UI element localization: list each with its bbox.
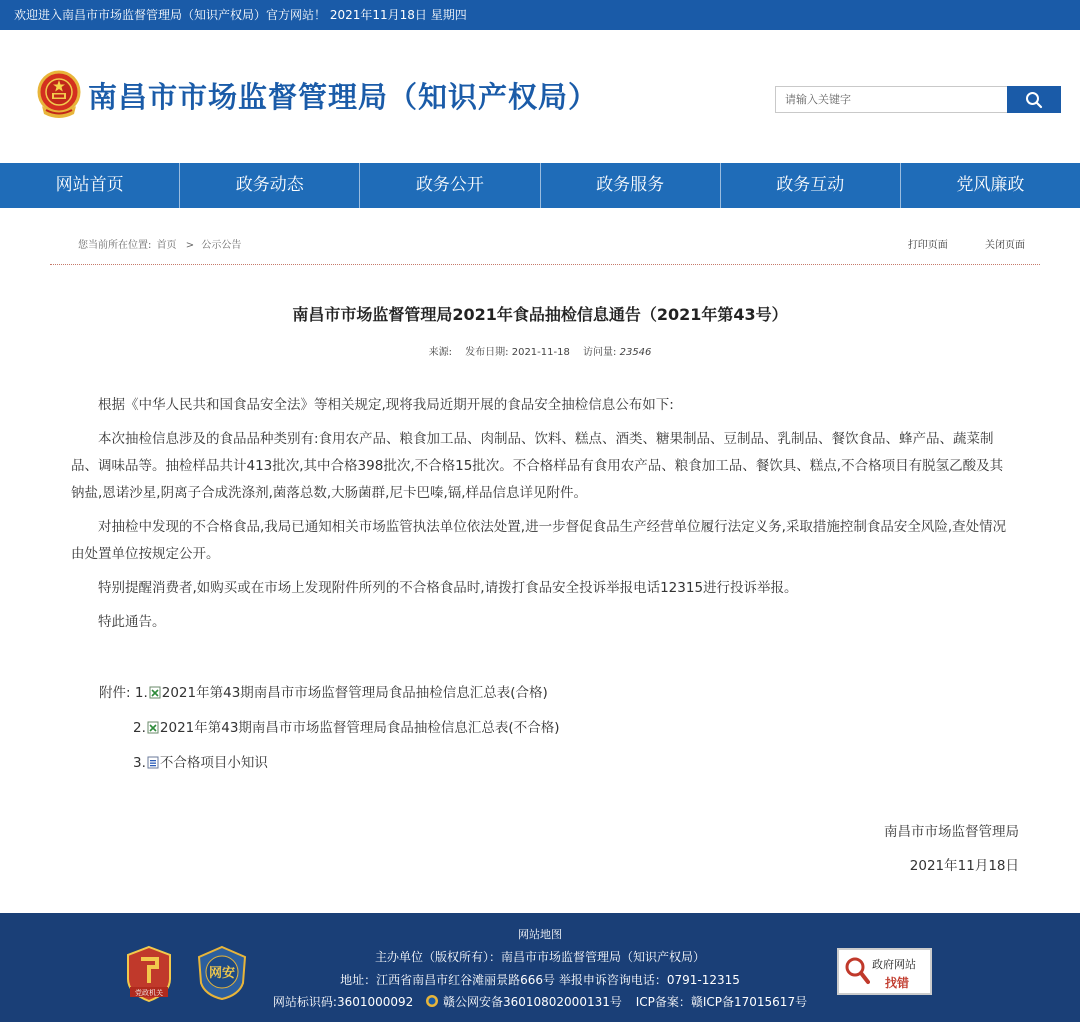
divider [50, 264, 1040, 265]
breadcrumb-prefix: 您当前所在位置: [78, 240, 152, 251]
word-file-icon [147, 756, 159, 769]
nav-item-news[interactable]: 政务动态 [180, 163, 360, 208]
close-page-link[interactable]: 关闭页面 [985, 240, 1025, 251]
police-badge-icon [425, 994, 439, 1008]
nav-item-services[interactable]: 政务服务 [541, 163, 721, 208]
attachment-number: 3. [133, 755, 146, 771]
site-header [0, 30, 1080, 163]
article-body [71, 392, 1011, 643]
site-footer [0, 913, 1080, 1022]
cyber-police-badge-icon[interactable] [195, 945, 249, 1001]
paragraph: 根据《中华人民共和国食品安全法》等相关规定,现将我局近期开展的食品安全抽检信息公布如下: [98, 397, 674, 413]
signature: 南昌市市场监督管理局 [884, 824, 1019, 840]
main-nav [0, 163, 1080, 208]
attachment-item [133, 716, 559, 736]
footer-address: 地址：江西省南昌市红谷滩丽景路666号 举报申诉咨询电话：0791-12315 [340, 973, 740, 987]
search-box [775, 86, 1061, 113]
paragraph: 对抽检中发现的不合格食品,我局已通知相关市场监管执法单位依法处置,进一步督促食品生产经营单位履行法定义务,采取措施控制食品安全风险,查处情况由处置单位按规定公开。 [71, 519, 1007, 562]
paragraph: 特别提醒消费者,如购买或在市场上发现附件所列的不合格食品时,请拨打食品安全投诉举报电话12315进行投诉举报。 [98, 580, 798, 596]
search-button[interactable] [1007, 86, 1061, 113]
excel-file-icon [149, 686, 161, 699]
site-id: 网站标识码:3601000092 [272, 995, 414, 1009]
police-record[interactable]: 赣公网安备36010802000131号 [442, 995, 622, 1009]
attachment-item [133, 751, 268, 771]
badge2-label: 网安 [208, 966, 236, 981]
article-title: 南昌市市场监督管理局2021年食品抽检信息通告（2021年第43号） [292, 305, 788, 324]
breadcrumb-home-link[interactable]: 首页 [156, 240, 177, 251]
breadcrumb-current-link[interactable]: 公示公告 [201, 240, 242, 251]
views-label: 访问量: [583, 347, 617, 358]
party-government-badge-icon[interactable] [124, 945, 174, 1003]
sitemap-link[interactable]: 网站地图 [518, 928, 562, 941]
gov-err-action: 找错 [885, 976, 910, 990]
attachment-number: 1. [134, 685, 148, 701]
article-meta [0, 343, 1080, 358]
welcome-bar [0, 0, 1080, 30]
attachments-label: 附件: [99, 685, 131, 701]
gov-site-error-report[interactable] [837, 948, 932, 995]
date-label: 发布日期: [465, 347, 509, 358]
attachment-number: 2. [133, 720, 146, 736]
badge1-label: 党政机关 [135, 989, 163, 997]
site-title: 南昌市市场监督管理局（知识产权局） [88, 80, 599, 114]
views-count: 23546 [619, 347, 652, 358]
nav-item-disclosure[interactable]: 政务公开 [360, 163, 540, 208]
attachment-item [99, 681, 548, 701]
magnifier-icon [844, 956, 870, 986]
breadcrumb [78, 236, 243, 251]
breadcrumb-separator: > [185, 240, 195, 251]
paragraph: 本次抽检信息涉及的食品品种类别有:食用农产品、粮食加工品、肉制品、饮料、糕点、酒类、糖果制品、豆制品、乳制品、餐饮食品、蜂产品、蔬菜制品、调味品等。抽检样品共计413批次,其中合格398批次,不合格15批次。不合格样品有食用农产品、粮食加工品、餐饮具、糕点,不合格项目有脱氢乙酸及其钠盐,恩诺沙星,阴离子合成洗涤剂,菌落总数,大肠菌群,尼卡巴嗪,镉,样品信息详见附件。 [71, 431, 1004, 501]
publish-date: 2021-11-18 [511, 347, 570, 358]
source-label: 来源: [428, 347, 452, 358]
print-page-link[interactable]: 打印页面 [907, 240, 948, 251]
attachment-link-unqualified[interactable]: 2021年第43期南昌市市场监督管理局食品抽检信息汇总表(不合格) [159, 720, 560, 736]
attachment-link-knowledge[interactable]: 不合格项目小知识 [159, 755, 268, 771]
search-input[interactable] [776, 87, 1007, 112]
nav-item-integrity[interactable]: 党风廉政 [956, 175, 1025, 195]
paragraph: 特此通告。 [98, 614, 166, 630]
footer-sponsor: 主办单位（版权所有）：南昌市市场监督管理局（知识产权局） [374, 950, 705, 964]
sign-date: 2021年11月18日 [909, 858, 1019, 874]
nav-item-home[interactable]: 网站首页 [0, 163, 180, 208]
welcome-text: 欢迎进入南昌市市场监督管理局（知识产权局）官方网站！ 2021年11月18日 星期四 [14, 8, 467, 22]
icp-record[interactable]: ICP备案：赣ICP备17015617号 [635, 995, 808, 1009]
nav-item-interaction[interactable]: 政务互动 [721, 163, 901, 208]
attachment-link-qualified[interactable]: 2021年第43期南昌市市场监督管理局食品抽检信息汇总表(合格) [161, 685, 548, 701]
national-emblem-icon [36, 70, 82, 120]
excel-file-icon [147, 721, 159, 734]
breadcrumb-row [50, 236, 1040, 252]
gov-err-title: 政府网站 [872, 958, 916, 971]
page-tools [874, 236, 1025, 251]
search-icon [1025, 91, 1043, 109]
